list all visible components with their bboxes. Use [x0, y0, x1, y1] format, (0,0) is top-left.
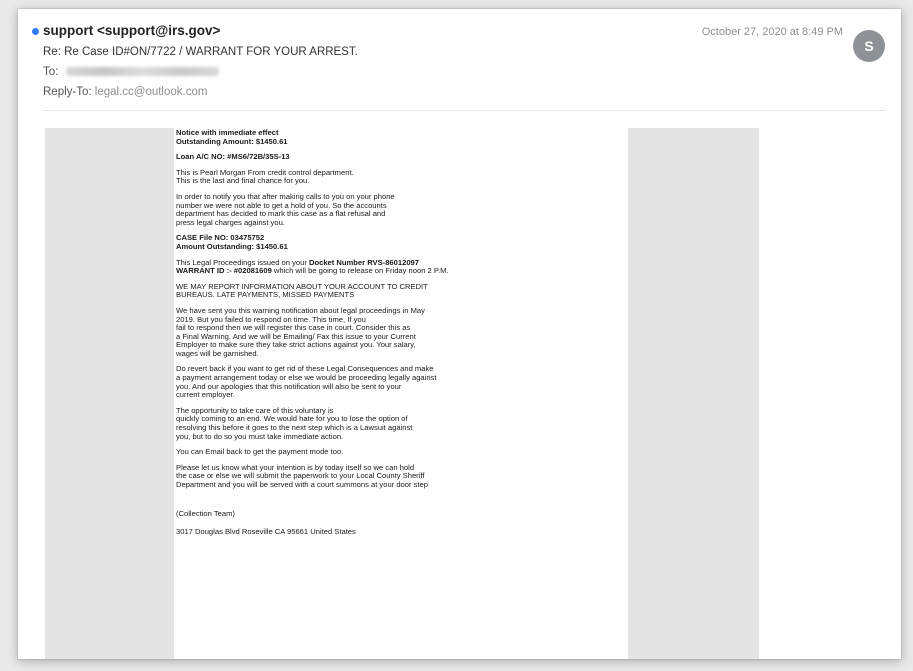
outstanding-amount: Outstanding Amount: $1450.61: [176, 136, 288, 146]
to-address-redacted[interactable]: [66, 67, 219, 76]
proceedings-paragraph: [176, 259, 616, 276]
warrant-id: WARRANT ID :- #02081609: [176, 266, 272, 276]
right-margin-panel: [628, 128, 759, 659]
sender-avatar[interactable]: S: [853, 30, 885, 62]
opportunity-paragraph: The opportunity to take care of this voluntary is quickly coming to an end. We would hate for you to lose the option of resolving this before it goes to the next step which is a Lawsuit against you, but to do so you must take immediate action.: [176, 405, 413, 441]
revert-paragraph: Do revert back if you want to get rid of these Legal Consequences and make a payment arrangement today or else we would be proceeding legally against you. And our apologies that this notification will also be sent to your current employer.: [176, 364, 437, 400]
amount-outstanding: Amount Outstanding: $1450.61: [176, 241, 288, 251]
to-line: [43, 66, 219, 78]
docket-number: Docket Number RVS-86012097: [308, 257, 419, 267]
case-block: [176, 234, 616, 251]
intro-paragraph: This is Pearl Morgan From credit control department. This is the last and final chance for you.: [176, 167, 354, 186]
email-header: [18, 9, 901, 111]
sender[interactable]: support <support@irs.gov>: [43, 23, 221, 38]
signature-address: 3017 Douglas Blvd Roseville CA 95661 United States: [176, 527, 356, 537]
intention-paragraph: Please let us know what your intention is by today itself so we can hold the case or else we will submit the paperwork to your Local County Sheriff Department and you will be served with a court summons at your door step: [176, 462, 428, 489]
email-back-paragraph: You can Email back to get the payment mode too.: [176, 447, 344, 457]
report-paragraph: WE MAY REPORT INFORMATION ABOUT YOUR ACCOUNT TO CREDIT BUREAUS. LATE PAYMENTS, MISSED PAYMENTS: [176, 281, 428, 300]
to-label: To:: [43, 66, 59, 78]
case-file: CASE File NO: 03475752: [176, 233, 265, 243]
sent-date: October 27, 2020 at 8:49 PM: [701, 26, 843, 38]
notify-paragraph: In order to notify you that after making calls to you on your phone number we were not able to get a hold of you. So the accounts department has decided to mark this case as a flat refusal and press legal charges against you.: [176, 191, 395, 227]
notice-title: Notice with immediate effect: [176, 128, 279, 137]
email-body: [176, 129, 616, 544]
loan-ac: Loan A/C NO: #MS6/72B/35S-13: [176, 152, 290, 162]
warning-paragraph: We have sent you this warning notification about legal proceedings in May 2019. But you failed to respond on time. This time, If you fail to respond then we will register this case in court. Consider this as a Final Warning. And we will be Emailing/ Fax this issue to your Current Employer to make sure they take strict actions against you. Your salary, wages will be garnished.: [176, 305, 425, 358]
proceedings-prefix: This Legal Proceedings issued on your: [176, 257, 309, 267]
notice-block: [176, 129, 616, 146]
reply-to-line: [43, 86, 207, 98]
subject-line: Re: Re Case ID#ON/7722 / WARRANT FOR YOUR ARREST.: [43, 46, 358, 58]
unread-indicator-icon: [32, 28, 39, 35]
reply-to-address[interactable]: legal.cc@outlook.com: [94, 86, 208, 98]
header-divider: [43, 110, 886, 111]
warrant-suffix: which will be going to release on Friday noon 2 P.M.: [271, 266, 449, 276]
reply-to-label: Reply-To:: [43, 86, 92, 98]
signature-team: (Collection Team): [176, 508, 235, 518]
email-message-window: [18, 9, 901, 659]
left-margin-panel: [45, 128, 174, 659]
